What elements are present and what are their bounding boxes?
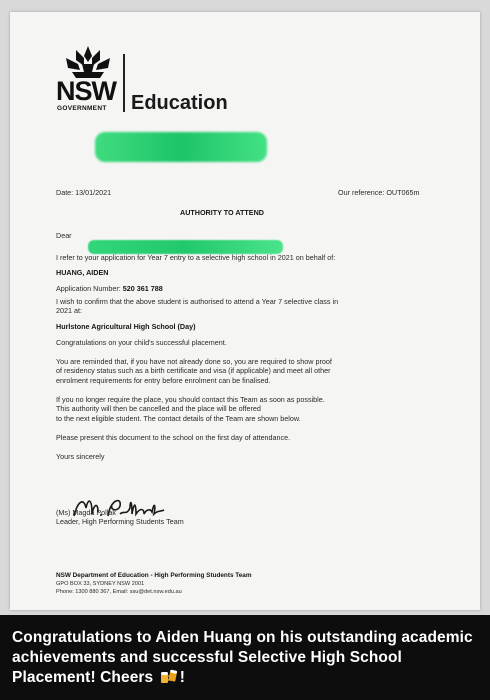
present-paragraph: Please present this document to the school on the first day of attendance. [56, 433, 291, 442]
caption-text [12, 628, 482, 688]
footer-organisation: NSW Department of Education - High Performing Students Team [56, 572, 252, 579]
recipient-redaction [88, 240, 283, 254]
caption-suffix: ! [179, 669, 185, 686]
signer-title: Leader, High Performing Students Team [56, 517, 184, 526]
letter-reference: Our reference: OUT065m [338, 188, 420, 197]
caption-message: Congratulations to Aiden Huang on his outstanding academic achievements and successful Selective High School Placement! Cheers [12, 629, 473, 686]
reminder-paragraph: You are reminded that, if you have not already done so, you are required to show proof of residency status such as a birth certificate and visa (if applicable) and meet all other enrolment requirements for entry before enrolment can be finalised. [56, 357, 332, 385]
logo-divider [123, 54, 125, 112]
signer-name: (Ms) Magda Pollak [56, 508, 116, 517]
footer-contact: Phone: 1300 880 367, Email: ssu@det.nsw.edu.au [56, 589, 182, 595]
application-number: 520 361 788 [122, 284, 163, 293]
student-name: HUANG, AIDEN [56, 268, 109, 277]
address-redaction [95, 132, 267, 162]
department-title: Education [131, 92, 228, 114]
salutation: Dear [56, 231, 72, 240]
application-label: Application Number: [56, 284, 121, 293]
letter-title: AUTHORITY TO ATTEND [180, 208, 264, 217]
nsw-logo-text: NSW [56, 76, 116, 106]
application-number-row [56, 284, 163, 293]
letter-page [10, 12, 480, 610]
school-name: Hurlstone Agricultural High School (Day) [56, 322, 196, 331]
government-logo-text: GOVERNMENT [57, 105, 107, 112]
intro-paragraph: I refer to your application for Year 7 entry to a selective high school in 2021 on behalf of: [56, 253, 336, 262]
footer-address: GPO BOX 33, SYDNEY NSW 2001 [56, 581, 145, 587]
no-longer-paragraph: If you no longer require the place, you should contact this Team as soon as possible. This authority will then be cancelled and the place will be offered to the next eligible student. The contact details of the Team are shown below. [56, 395, 325, 423]
letter-date: Date: 13/01/2021 [56, 188, 112, 197]
closing: Yours sincerely [56, 452, 105, 461]
congrats-paragraph: Congratulations on your child's successful placement. [56, 338, 227, 347]
beer-mugs-icon [160, 669, 178, 685]
confirm-paragraph: I wish to confirm that the above student is authorised to attend a Year 7 selective class in 2021 at: [56, 297, 339, 316]
